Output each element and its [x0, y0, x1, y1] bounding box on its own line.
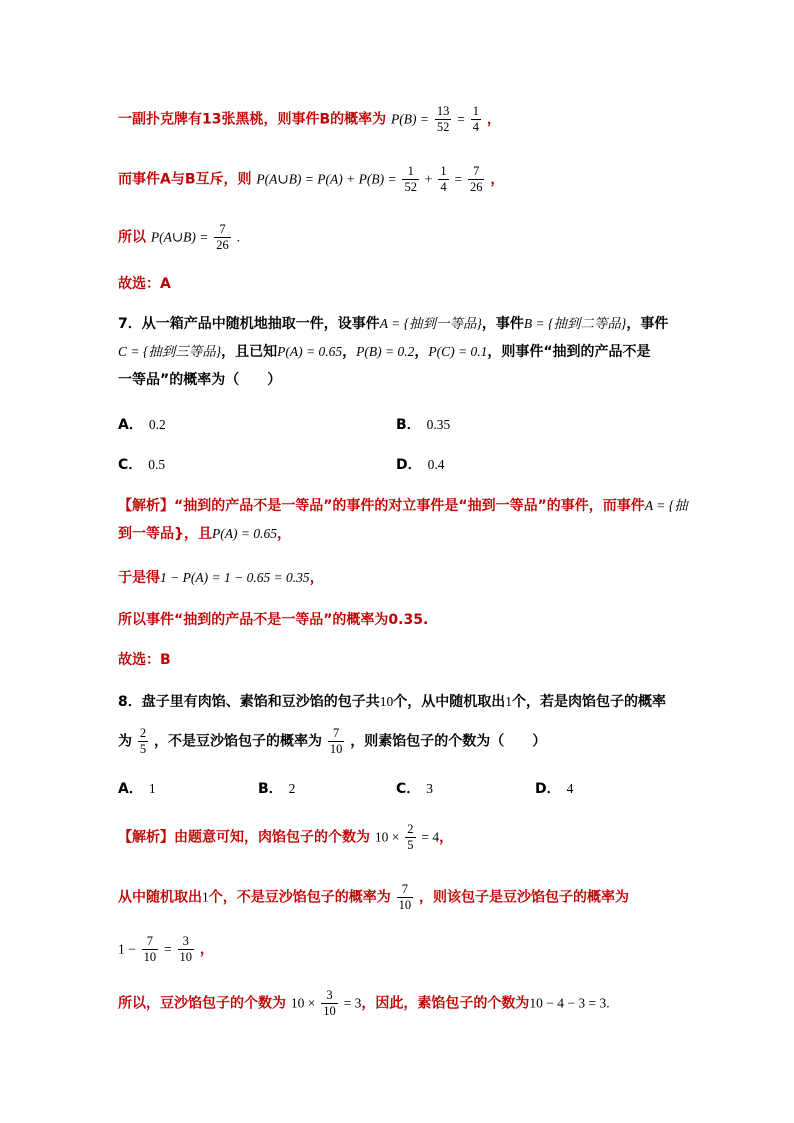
option-b: B． 2: [258, 781, 296, 797]
fraction: $\frac{1}{4}$: [440, 164, 447, 194]
question-7-line-2: C = {抽到三等品}，且已知P(A) = 0.65，P(B) = 0.2，P(C) = 0.1，则事件“抽到的产品不是: [118, 344, 651, 360]
solution-line-1: 一副扑克牌有13张黑桃，则事件B的概率为 P(B) = $\frac{13}{52}$ = $\frac{1}{4}$ ，: [118, 104, 501, 134]
question-7-line-1: 7．从一箱产品中随机地抽取一件，设事件A = {抽到一等品}，事件B = {抽到二等品}，事件: [118, 316, 669, 332]
answer-line: 故选：B: [118, 652, 171, 668]
analysis-8-line-2: 从中随机取出1个，不是豆沙馅包子的概率为 $\frac{7}{10}$ ，则该包子是豆沙馅包子的概率为: [118, 882, 629, 912]
option-a: A． 1: [118, 781, 156, 797]
analysis-7-line-3: 于是得1 − P(A) = 1 − 0.65 = 0.35，: [118, 570, 324, 586]
analysis-7-line-1: 【解析】“抽到的产品不是一等品”的事件的对立事件是“抽到一等品”的事件，而事件A = {抽: [118, 498, 688, 514]
solution-line-3: 所以 P(A∪B) = $\frac{7}{26}$ .: [118, 222, 241, 252]
option-c: C． 3: [396, 781, 434, 797]
analysis-7-line-4: 所以事件“抽到的产品不是一等品”的概率为0.35.: [118, 612, 429, 628]
math-expr: P(A∪B) =: [150, 229, 209, 245]
question-7-line-3: 一等品”的概率为（ ）: [118, 372, 282, 388]
option-c: C． 0.5: [118, 457, 166, 473]
option-d: D． 0.4: [396, 457, 445, 473]
option-a: A． 0.2: [118, 417, 166, 433]
fraction: $\frac{13}{52}$: [436, 104, 450, 134]
solution-text: 而事件A与B互斥，则: [118, 171, 252, 188]
math-expr: P(B) =: [391, 111, 429, 127]
math-expr: P(A∪B) = P(A) + P(B) =: [256, 171, 397, 187]
fraction: $\frac{3}{10}$: [323, 988, 336, 1018]
analysis-8-line-1: 【解析】由题意可知，肉馅包子的个数为 10 × $\frac{2}{5}$ = 4，: [118, 822, 454, 852]
fraction: $\frac{7}{10}$: [143, 934, 157, 964]
fraction: $\frac{7}{26}$: [469, 164, 483, 194]
fraction: $\frac{2}{5}$: [407, 822, 414, 852]
fraction: $\frac{2}{5}$: [139, 726, 147, 756]
solution-text: 一副扑克牌有13张黑桃，则事件B的概率为: [118, 111, 387, 128]
answer-line: 故选：A: [118, 276, 171, 292]
fraction: $\frac{1}{52}$: [404, 164, 417, 194]
analysis-7-line-2: 到一等品}，且P(A) = 0.65，: [118, 526, 291, 542]
fraction: $\frac{7}{26}$: [216, 222, 229, 252]
analysis-8-line-3: 1 − $\frac{7}{10}$ = $\frac{3}{10}$ ，: [118, 934, 214, 964]
option-b: B． 0.35: [396, 417, 451, 433]
fraction: $\frac{7}{10}$: [398, 882, 412, 912]
fraction: $\frac{1}{4}$: [472, 104, 479, 134]
solution-line-2: 而事件A与B互斥，则 P(A∪B) = P(A) + P(B) = $\frac{1}{52}$ + $\frac{1}{4}$ = $\frac{7}{26}$ ，: [118, 164, 505, 194]
question-8-line-1: 8．盘子里有肉馅、素馅和豆沙馅的包子共10个，从中随机取出1个，若是肉馅包子的概率: [118, 694, 666, 710]
option-d: D． 4: [535, 781, 574, 797]
question-8-line-2: 为 $\frac{2}{5}$ ，不是豆沙馅包子的概率为 $\frac{7}{10}$ ，则素馅包子的个数为（ ）: [118, 726, 547, 756]
analysis-8-line-4: 所以，豆沙馅包子的个数为 10 × $\frac{3}{10}$ = 3，因此，素馅包子的个数为10 − 4 − 3 = 3.: [118, 988, 610, 1018]
fraction: $\frac{3}{10}$: [179, 934, 192, 964]
fraction: $\frac{7}{10}$: [329, 726, 343, 756]
